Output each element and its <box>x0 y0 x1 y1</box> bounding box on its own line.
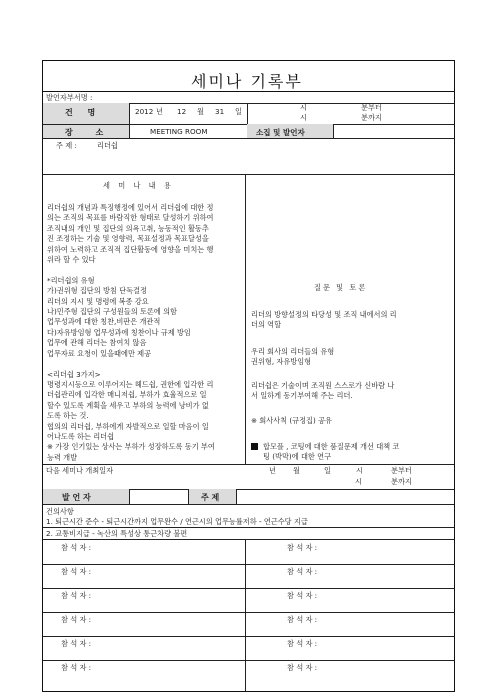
topic-col-label: 주 제 <box>201 493 220 502</box>
next-year-unit: 년 <box>269 466 276 475</box>
text-line: 리더의 지시 및 명령에 복종 강요 <box>47 296 149 306</box>
text-line: 어나도록 하는 리더쉽 <box>47 431 115 441</box>
presenter-signature-label: 발언자부서명 : <box>46 93 93 102</box>
date-day: 31 <box>215 107 225 116</box>
qa-body <box>251 347 334 368</box>
text-line <box>47 359 215 369</box>
attendee-label: 참 석 자 : <box>61 663 92 672</box>
text-line: 의는 조직의 목표를 바람직한 형태로 달성하기 위하여 <box>47 213 214 223</box>
text-line: ※ 가장 인기있는 상사는 부하가 성장하도록 동기 부여 <box>47 442 215 452</box>
divider <box>43 504 454 505</box>
content-heading: 세 미 나 내 용 <box>103 181 174 190</box>
text-line: 협의의 리더쉽, 부하에게 자발적으로 일할 마음이 일 <box>47 421 209 431</box>
divider <box>236 489 237 504</box>
date-month-unit: 월 <box>197 107 204 116</box>
text-line: *리더쉽의 유형 <box>47 275 95 285</box>
next-end-hour-unit: 시 <box>355 477 362 486</box>
divider <box>333 124 334 138</box>
divider <box>129 103 130 138</box>
next-start-minute-unit: 분부터 <box>391 466 412 475</box>
text-line: 업무자료 요청이 있을때에만 제공 <box>47 348 152 358</box>
next-meeting-label: 다음 세미나 개최일자 <box>46 466 114 475</box>
divider <box>245 174 246 464</box>
divider <box>188 489 189 504</box>
text-line: 서 일하게 동기부여해 주는 리더. <box>251 391 353 401</box>
divider <box>43 612 454 613</box>
attendee-label: 참 석 자 : <box>287 615 318 624</box>
label-attendees: 소집 및 발언자 <box>256 128 305 137</box>
start-hour-unit: 시 <box>300 103 307 112</box>
divider <box>43 660 454 661</box>
date-day-unit: 일 <box>235 107 242 116</box>
suggestion-item-2: 2. 교통비지급 - 녹산의 특성상 통근차량 불편 <box>46 529 188 538</box>
label-place: 장 소 <box>65 128 114 137</box>
text-line: 더쉽관리에 입각한 매니저쉽, 부하가 효율적으로 일 <box>47 390 207 400</box>
next-month-unit: 월 <box>293 466 300 475</box>
text-line: 리더의 방향설정의 타당성 및 조직 내에서의 리 <box>251 310 397 319</box>
next-end-minute-unit: 분까지 <box>391 477 412 486</box>
content-body <box>47 203 215 463</box>
text-line: 조직내의 개인 및 집단의 의욕고취, 능동적인 활동추 <box>47 223 209 233</box>
divider <box>43 527 454 528</box>
text-line: 나)민주형 집단의 구성원들의 토론에 의함 <box>47 307 177 317</box>
start-minute-unit: 분부터 <box>361 103 382 112</box>
text-line: 도록 하는 것. <box>47 411 89 421</box>
topic-value: 리더쉽 <box>97 141 118 150</box>
qa-body <box>251 381 394 402</box>
divider <box>43 636 454 637</box>
divider <box>43 174 454 175</box>
text-line: 업무에 관해 리더는 참여치 않음 <box>47 338 147 348</box>
suggestion-label: 건의사항 <box>46 507 74 516</box>
attendee-label: 참 석 자 : <box>287 543 318 552</box>
text-line: 능력 개발 <box>47 452 78 462</box>
qa-bullet-item <box>251 442 399 463</box>
text-line: 리더쉽은 기술이며 조직원 스스로가 신바람 나 <box>251 381 395 390</box>
text-line: 권위형, 자유방임형 <box>251 357 312 367</box>
divider <box>43 564 454 565</box>
text-line: 다)자유방임형 업무성과에 칭찬이나 규제 방임 <box>47 327 191 337</box>
date-year: 2012 <box>135 107 154 116</box>
speaker-label: 발 언 자 <box>62 493 91 502</box>
text-line: 할수 있도록 계획을 세우고 부하의 능력에 낭비가 없 <box>47 400 209 410</box>
text-line: 더의 역할 <box>251 320 282 330</box>
attendee-label: 참 석 자 : <box>61 591 92 600</box>
text-line: 우리 회사의 리더들의 유형 <box>251 347 335 356</box>
qa-bullet-line: 팅 (박막)에 대한 연구 <box>263 452 332 462</box>
topic-label: 주 제 : <box>56 141 77 150</box>
divider <box>129 489 130 504</box>
text-line: 위하여 노력하고 조직적 집단활동에 영향을 미치는 행 <box>47 244 214 254</box>
attendee-label: 참 석 자 : <box>61 615 92 624</box>
divider <box>43 138 454 139</box>
divider <box>43 588 454 589</box>
attendee-label: 참 석 자 : <box>287 639 318 648</box>
date-year-unit: 년 <box>156 107 163 116</box>
text-line: 진 조정하는 기술 및 영향력, 목표설정과 목표달성을 <box>47 234 209 244</box>
qa-bullet-line: 합모플 , 코팅에 대한 품질문제 개선 대책 코 <box>263 442 400 451</box>
attendee-label: 참 석 자 : <box>287 663 318 672</box>
attendee-label: 참 석 자 : <box>61 543 92 552</box>
text-line <box>47 265 215 275</box>
seminar-record-form <box>42 60 455 692</box>
attendee-label: 참 석 자 : <box>61 567 92 576</box>
attendee-label: 참 석 자 : <box>287 567 318 576</box>
label-title: 건 명 <box>65 108 102 117</box>
end-hour-unit: 시 <box>300 113 307 122</box>
divider <box>43 539 454 540</box>
divider <box>245 539 246 691</box>
text-line: 가)권위형 집단의 방침 단독결정 <box>47 286 147 296</box>
qa-body <box>251 310 397 331</box>
text-line: 명령지시등으로 이루어지는 헤드쉽, 권한에 입각한 리 <box>47 379 214 389</box>
square-bullet-icon <box>251 443 258 450</box>
text-line: 업무성과에 대한 칭찬,비판은 개관적 <box>47 317 161 327</box>
text-line: <리더쉽 3가지> <box>47 369 101 379</box>
next-day-unit: 일 <box>324 466 331 475</box>
text-line: 리더쉽의 개념과 특징행정에 있어서 리더쉽에 대한 정 <box>47 203 214 212</box>
text-line: 위라 할 수 있다 <box>47 255 96 265</box>
qa-note: ※ 회사사칙 (규정집) 공유 <box>251 416 332 425</box>
place-value: MEETING ROOM <box>150 127 208 136</box>
qa-heading: 질문 및 토론 <box>314 283 368 292</box>
attendee-label: 참 석 자 : <box>61 639 92 648</box>
suggestion-item-1: 1. 퇴근시간 준수 - 퇴근시간까지 업무완수 / 연근시의 업무능률저하 - 연근수당 지급 <box>46 517 308 526</box>
divider <box>43 91 454 92</box>
form-title: 세미나 기록부 <box>191 72 303 91</box>
attendee-label: 참 석 자 : <box>287 591 318 600</box>
divider <box>43 464 454 465</box>
end-minute-unit: 분까지 <box>361 113 382 122</box>
next-hour-unit: 시 <box>356 466 363 475</box>
date-month: 12 <box>177 107 187 116</box>
